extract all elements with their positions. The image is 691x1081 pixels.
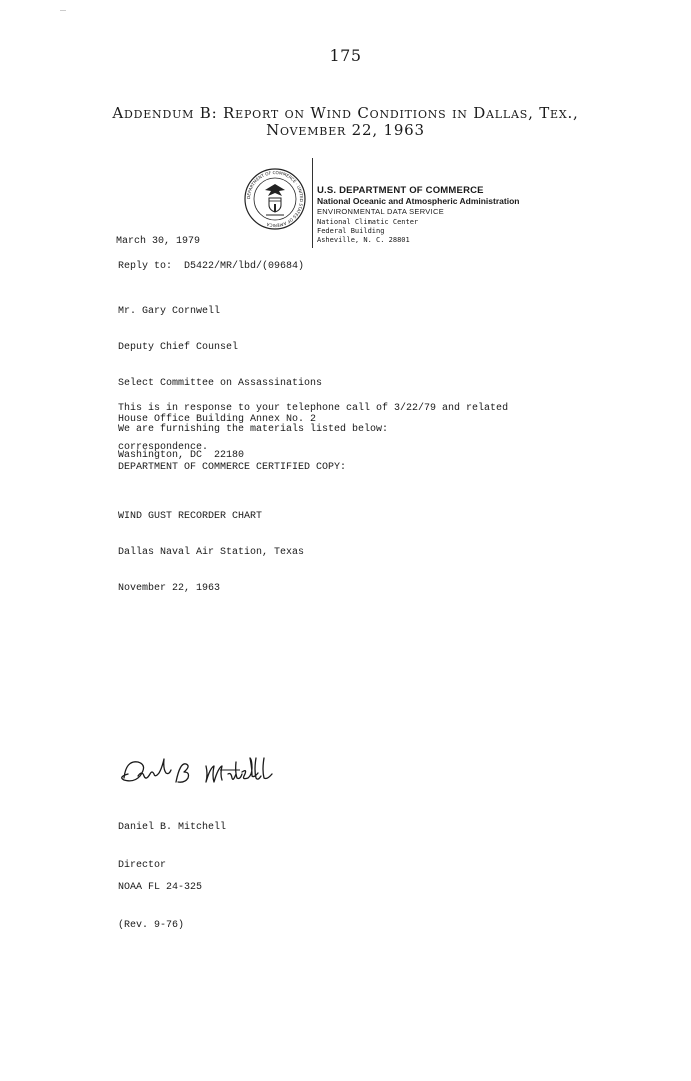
letterhead-center: National Climatic Center xyxy=(317,218,419,226)
letterhead-building: Federal Building xyxy=(317,227,385,235)
certified-copy-heading: DEPARTMENT OF COMMERCE CERTIFIED COPY: xyxy=(118,462,347,473)
seal-text: DEPARTMENT OF COMMERCE · UNITED STATES OF AMERICA xyxy=(245,169,305,229)
form-revision: (Rev. 9-76) xyxy=(118,920,185,931)
page-number: 175 xyxy=(329,46,362,65)
body-paragraph-materials: We are furnishing the materials listed below: xyxy=(118,424,389,435)
letterhead-agency: National Oceanic and Atmospheric Administration xyxy=(317,196,520,206)
form-identifier xyxy=(118,857,202,945)
letterhead-city: Asheville, N. C. 28801 xyxy=(317,236,410,244)
letter-date: March 30, 1979 xyxy=(116,236,201,247)
letterhead-divider xyxy=(312,158,313,248)
address-line: Deputy Chief Counsel xyxy=(118,342,239,353)
address-line: Select Committee on Assassinations xyxy=(118,378,323,389)
addendum-title-date: November 22, 1963 xyxy=(266,121,425,139)
reply-to-reference: Reply to: D5422/MR/lbd/(09684) xyxy=(118,261,305,272)
form-number: NOAA FL 24-325 xyxy=(118,882,203,893)
body-paragraph-response xyxy=(118,377,508,467)
materials-list xyxy=(118,487,304,607)
paragraph-line: correspondence. xyxy=(118,442,209,453)
letterhead-department: U.S. DEPARTMENT OF COMMERCE xyxy=(317,185,484,196)
signer-name: Daniel B. Mitchell xyxy=(118,822,227,833)
svg-text:DEPARTMENT OF COMMERCE · UNITE xyxy=(246,170,304,228)
letterhead-service: ENVIRONMENTAL DATA SERVICE xyxy=(317,207,444,216)
material-item: WIND GUST RECORDER CHART xyxy=(118,511,263,522)
signer-title: Director xyxy=(118,860,167,871)
paragraph-line: This is in response to your telephone call of 3/22/79 and related xyxy=(118,403,509,414)
material-item: November 22, 1963 xyxy=(118,583,221,594)
scan-artifact xyxy=(60,10,66,11)
address-line: Washington, DC 22180 xyxy=(118,450,245,461)
commerce-seal-icon xyxy=(244,168,306,230)
material-item: Dallas Naval Air Station, Texas xyxy=(118,547,305,558)
addendum-title: Addendum B: Report on Wind Conditions in Dallas, Tex., xyxy=(112,104,579,122)
address-line: House Office Building Annex No. 2 xyxy=(118,414,317,425)
address-line: Mr. Gary Cornwell xyxy=(118,306,221,317)
handwritten-signature xyxy=(116,752,286,794)
